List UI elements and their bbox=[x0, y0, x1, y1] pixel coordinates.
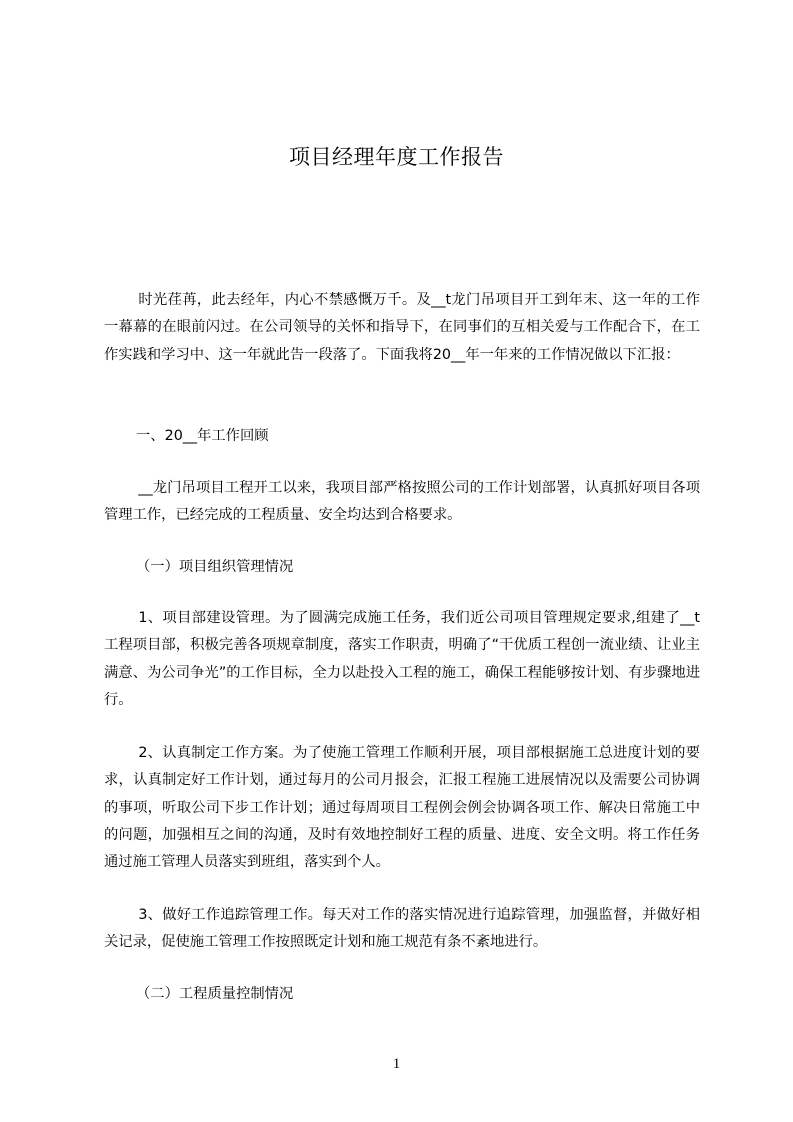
section-review-paragraph: __龙门吊项目工程开工以来，我项目部严格按照公司的工作计划部署，认真抓好项目各项管理工作，已经完成的工程质量、安全均达到合格要求。 bbox=[104, 480, 700, 524]
page-number: 1 bbox=[392, 1056, 401, 1072]
item-project-department: 1、项目部建设管理。为了圆满完成施工任务，我们近公司项目管理规定要求,组建了__t工程项目部，积极完善各项规章制度，落实工作职责，明确了“干优质工程创一流业绩、让业主满意、为公司争光”的工作目标，全力以赴投入工程的施工，确保工程能够按计划、有步骤地进行。 bbox=[104, 610, 700, 708]
item-work-plan: 2、认真制定工作方案。为了使施工管理工作顺利开展，项目部根据施工总进度计划的要求，认真制定好工作计划，通过每月的公司月报会，汇报工程施工进展情况以及需要公司协调的事项，听取公司下步工作计划；通过每周项目工程例会例会协调各项工作、解决日常施工中的问题，加强相互之间的沟通，及时有效地控制好工程的质量、进度、安全文明。将工作任务通过施工管理人员落实到班组，落实到个人。 bbox=[104, 745, 700, 871]
document-title: 项目经理年度工作报告 bbox=[289, 145, 504, 169]
subheading-quality: （二）工程质量控制情况 bbox=[136, 986, 294, 1002]
section-heading-review: 一、20__年工作回顾 bbox=[136, 428, 269, 444]
intro-paragraph: 时光荏苒，此去经年，内心不禁感慨万千。及__t龙门吊项目开工到年末、这一年的工作一幕幕的在眼前闪过。在公司领导的关怀和指导下，在同事们的互相关爱与工作配合下，在工作实践和学习中、这一年就此告一段落了。下面我将20__年一年来的工作情况做以下汇报： bbox=[104, 292, 700, 363]
subheading-organization: （一）项目组织管理情况 bbox=[136, 559, 294, 575]
item-tracking: 3、做好工作追踪管理工作。每天对工作的落实情况进行追踪管理，加强监督，并做好相关记录，促使施工管理工作按照既定计划和施工规范有条不紊地进行。 bbox=[104, 907, 700, 951]
